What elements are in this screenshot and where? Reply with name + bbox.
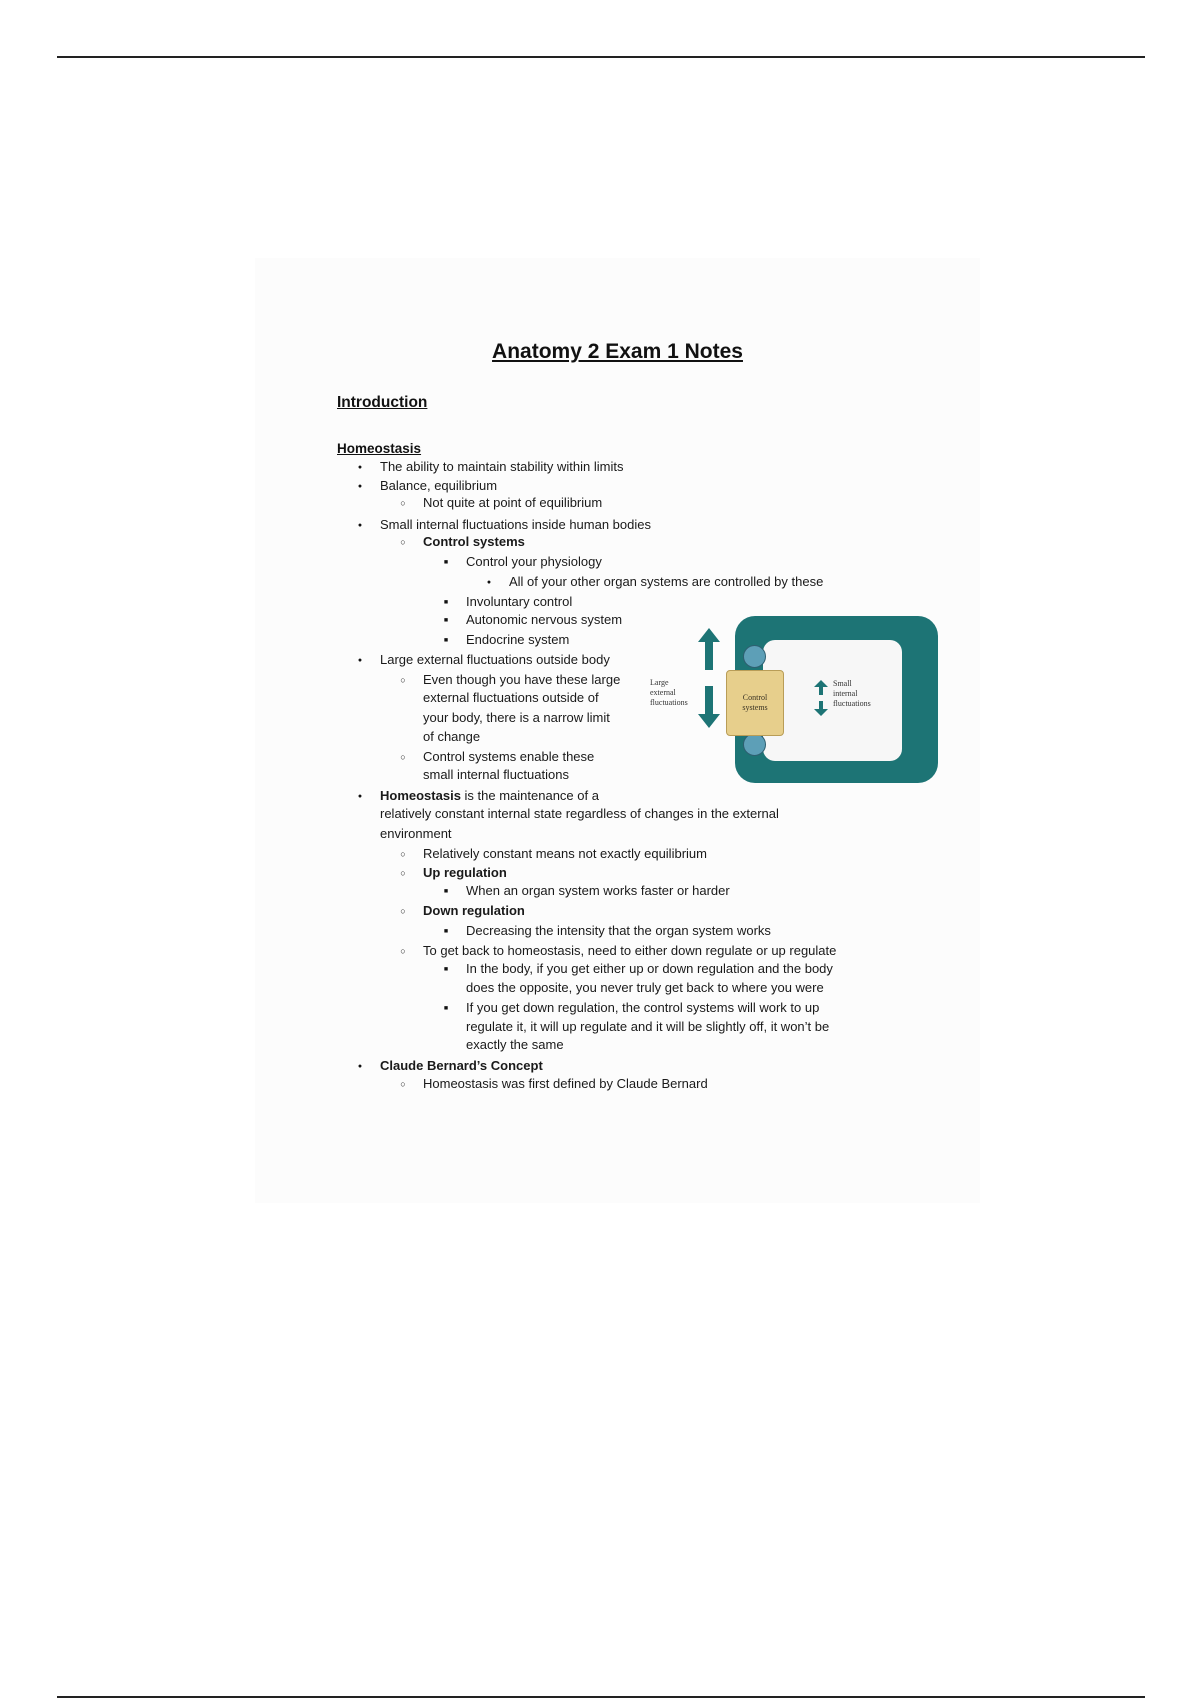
bullet-icon [398, 1076, 408, 1093]
bullet-icon [441, 1000, 451, 1017]
list-item: Large external fluctuations outside body [380, 652, 610, 667]
list-item: Involuntary control [466, 594, 573, 609]
document-page [255, 258, 980, 1203]
list-item-continued: your body, there is a narrow limit [423, 710, 610, 725]
bullet-icon [441, 961, 451, 978]
homeostasis-diagram [650, 616, 950, 791]
bullet-icon [441, 554, 451, 571]
list-item: Homeostasis was first defined by Claude Bernard [423, 1076, 708, 1091]
list-item: Endocrine system [466, 632, 570, 647]
bold-term: Homeostasis [380, 788, 461, 803]
list-item-continued: regulate it, it will up regulate and it will be slightly off, it won’t be [466, 1019, 830, 1034]
bullet-icon [398, 846, 408, 863]
top-rule [57, 56, 1145, 58]
list-item: Up regulation [423, 865, 507, 880]
bullet-icon [398, 495, 408, 512]
bullet-icon [441, 923, 451, 940]
list-item [380, 788, 599, 804]
bullet-icon [355, 478, 365, 495]
list-item: To get back to homeostasis, need to either down regulate or up regulate [423, 943, 837, 958]
list-item: The ability to maintain stability within limits [380, 459, 624, 474]
list-item-continued: relatively constant internal state regardless of changes in the external [380, 806, 779, 821]
list-item: If you get down regulation, the control systems will work to up [466, 1000, 820, 1015]
sensor-circle-icon [743, 645, 766, 668]
list-item: All of your other organ systems are controlled by these [509, 574, 824, 589]
bullet-icon [398, 903, 408, 920]
list-item: Claude Bernard’s Concept [380, 1058, 543, 1073]
list-item-continued: does the opposite, you never truly get back to where you were [466, 980, 824, 995]
bullet-icon [355, 652, 365, 669]
definition-text: is the maintenance of a [460, 788, 599, 803]
list-item: Not quite at point of equilibrium [423, 495, 603, 510]
list-item: Autonomic nervous system [466, 612, 623, 627]
section-heading: Introduction [337, 394, 428, 411]
list-item-continued: of change [423, 729, 481, 744]
list-item: Balance, equilibrium [380, 478, 498, 493]
subsection-heading: Homeostasis [337, 441, 422, 456]
bottom-rule [57, 1696, 1145, 1698]
bullet-icon [398, 865, 408, 882]
list-item: Down regulation [423, 903, 525, 918]
bullet-icon [441, 883, 451, 900]
small-fluctuations-label: Small internal fluctuations [833, 679, 871, 708]
list-item: When an organ system works faster or harder [466, 883, 730, 898]
bullet-icon [355, 1058, 365, 1075]
control-systems-label: Control systems [742, 693, 768, 712]
bullet-icon [355, 459, 365, 476]
list-item-continued: exactly the same [466, 1037, 564, 1052]
list-item: In the body, if you get either up or down regulation and the body [466, 961, 833, 976]
list-item: Relatively constant means not exactly equilibrium [423, 846, 707, 861]
bullet-icon [398, 534, 408, 551]
list-item-continued: environment [380, 826, 452, 841]
list-item: Control your physiology [466, 554, 602, 569]
bullet-icon [441, 612, 451, 629]
up-down-large-arrow-icon [698, 628, 720, 728]
bullet-icon [441, 632, 451, 649]
list-item: Even though you have these large [423, 672, 621, 687]
bullet-icon [398, 672, 408, 689]
document-title: Anatomy 2 Exam 1 Notes [492, 340, 743, 363]
list-item: Decreasing the intensity that the organ system works [466, 923, 771, 938]
list-item: Control systems enable these [423, 749, 595, 764]
large-fluctuations-label: Large external fluctuations [650, 678, 688, 707]
list-item-continued: small internal fluctuations [423, 767, 569, 782]
list-item: Small internal fluctuations inside human bodies [380, 517, 651, 532]
bullet-icon [355, 788, 365, 805]
up-down-small-arrow-icon [814, 680, 828, 716]
sensor-circle-icon [743, 733, 766, 756]
bullet-icon [398, 943, 408, 960]
list-item-continued: external fluctuations outside of [423, 690, 599, 705]
bullet-icon [355, 517, 365, 534]
bullet-icon [441, 594, 451, 611]
bullet-icon [398, 749, 408, 766]
control-systems-box [726, 670, 784, 736]
list-item: Control systems [423, 534, 525, 549]
bullet-icon [484, 574, 494, 591]
